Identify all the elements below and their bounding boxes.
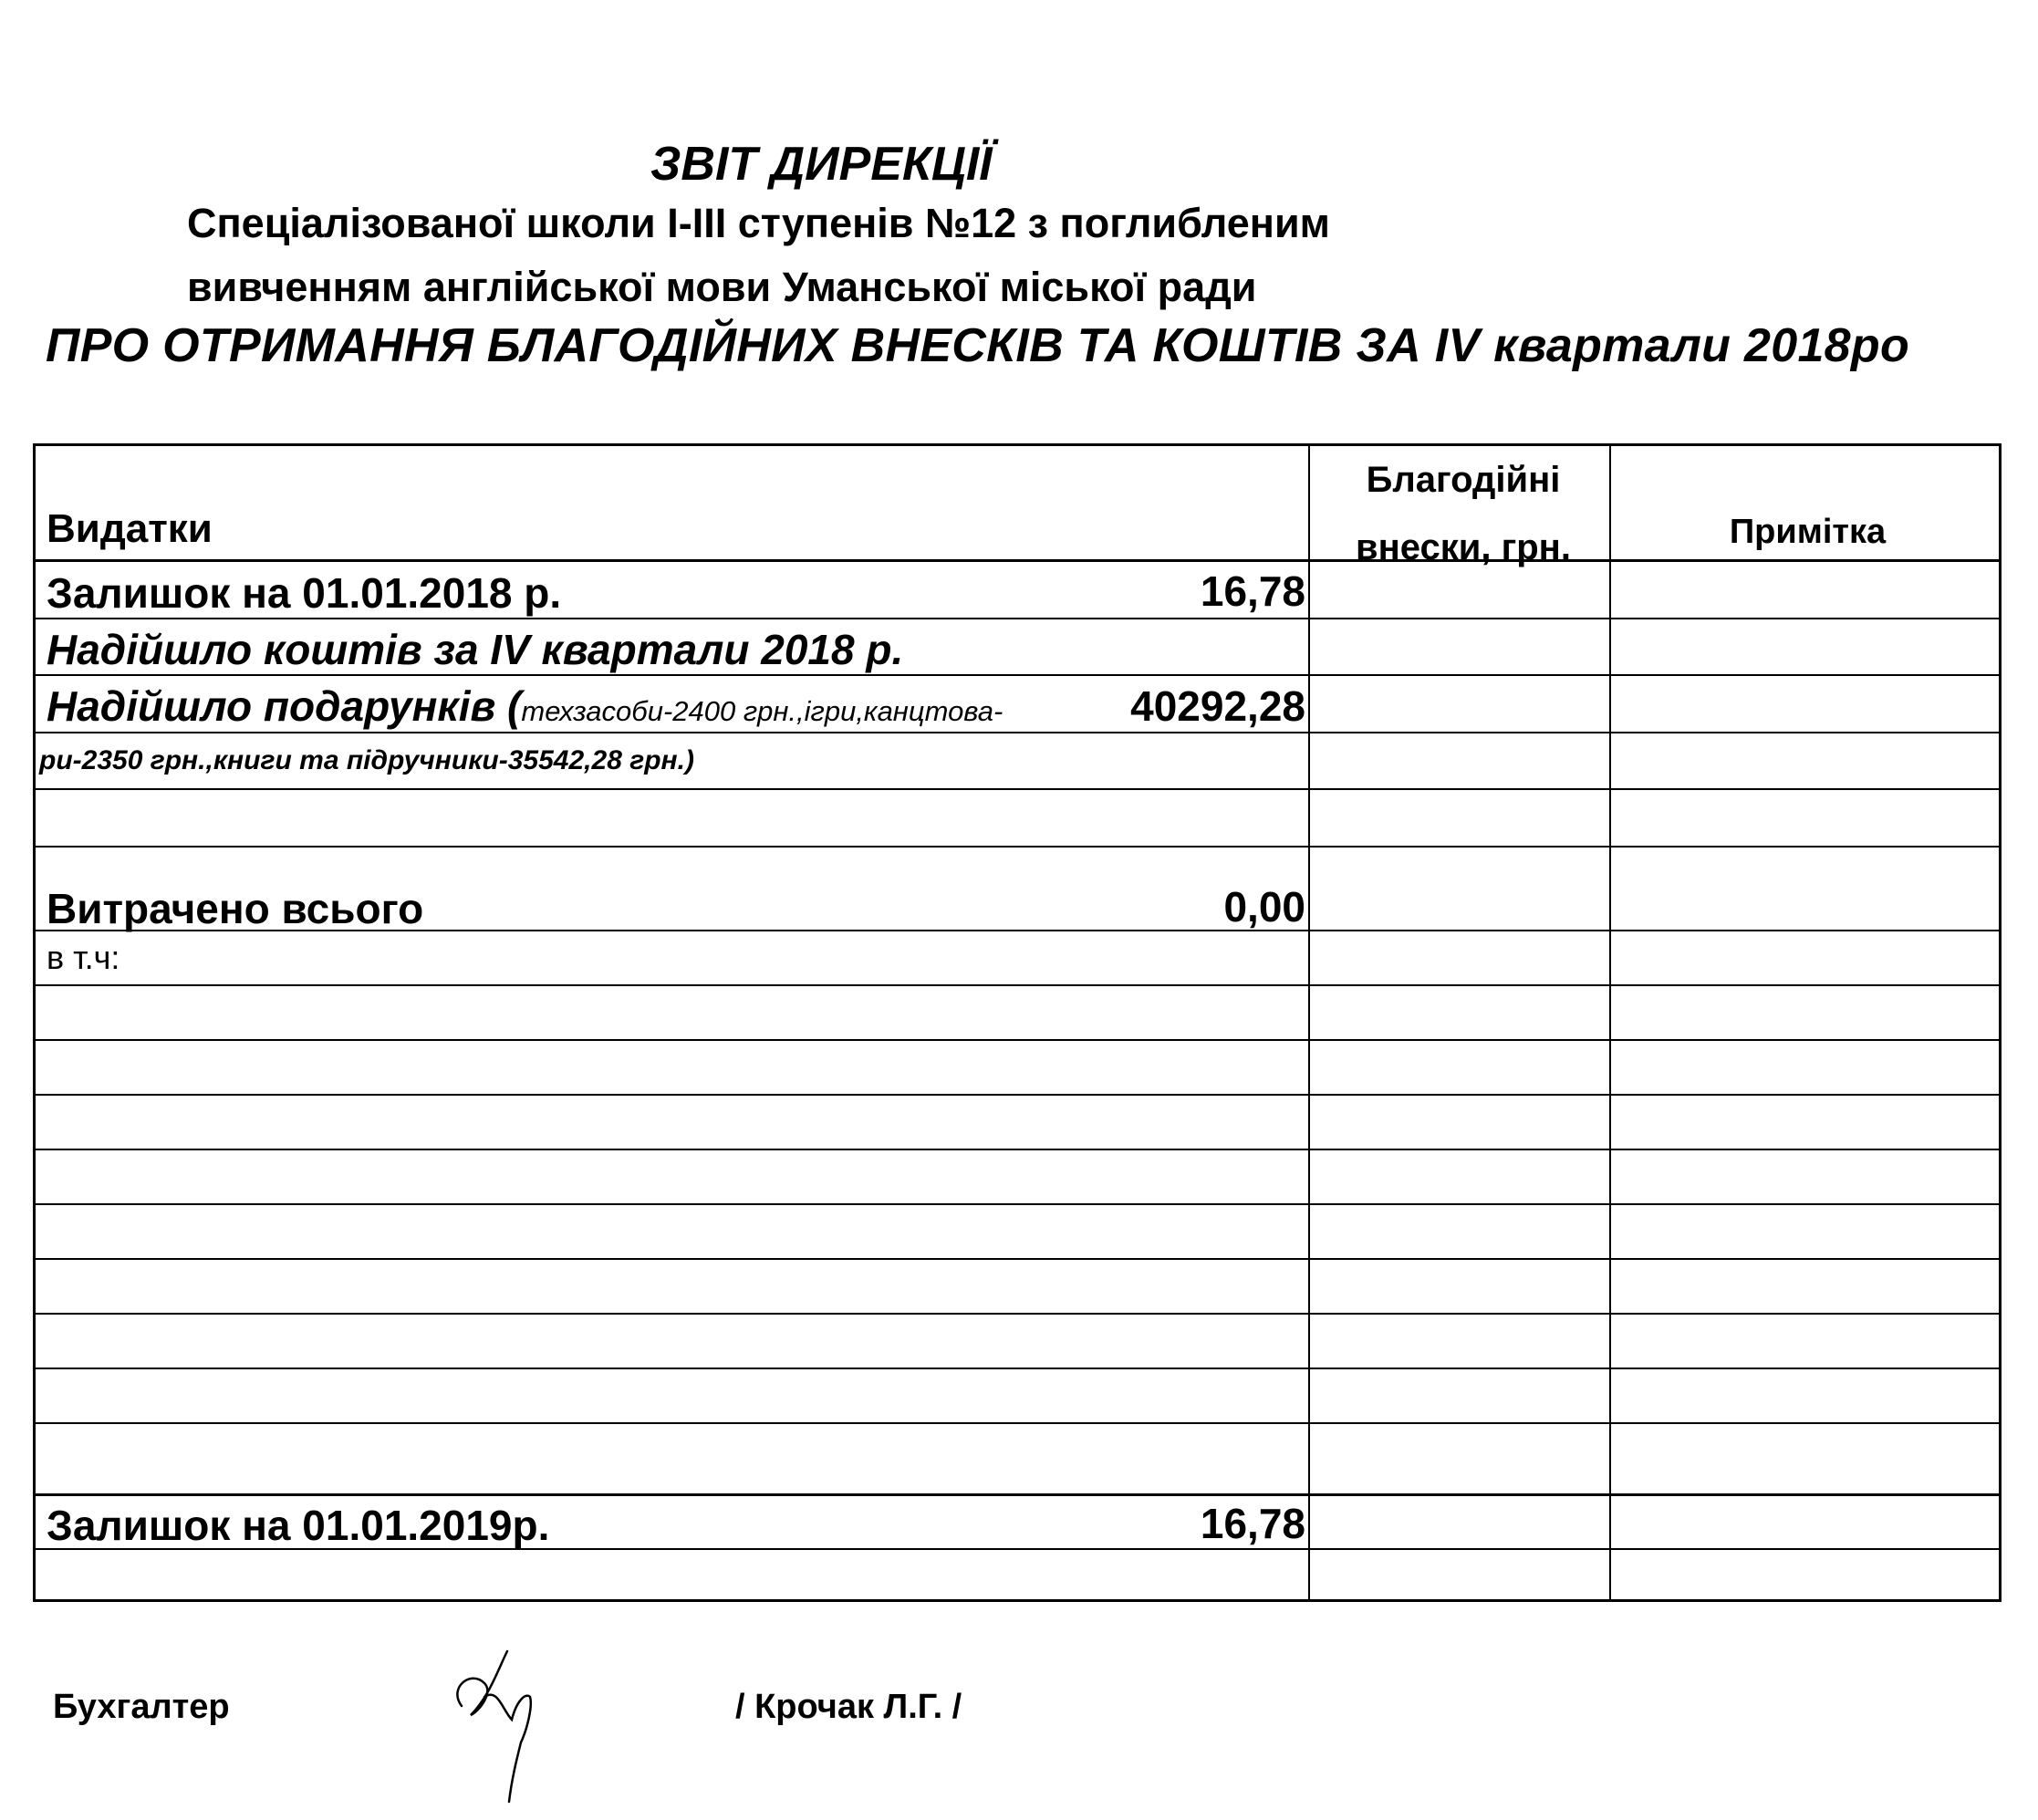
column-header-donations: Благодійні внески, грн. bbox=[1356, 460, 1571, 567]
table-row bbox=[36, 1422, 1999, 1424]
report-subject: ПРО ОТРИМАННЯ БЛАГОДІЙНИХ ВНЕСКІВ ТА КОШТІВ ЗА ІV квартали 2018ро bbox=[46, 319, 1910, 372]
including-label: в т.ч: bbox=[47, 939, 120, 976]
table-row bbox=[36, 1368, 1999, 1369]
report-title: ЗВІТ ДИРЕКЦІЇ bbox=[650, 138, 993, 191]
table-row bbox=[36, 559, 1999, 562]
accountant-label: Бухгалтер bbox=[53, 1688, 230, 1726]
report-table bbox=[33, 443, 2002, 1602]
table-row bbox=[36, 732, 1999, 733]
spent-total-value: 0,00 bbox=[1223, 883, 1305, 931]
school-name-line-2: вивченням англійської мови Уманської міської ради bbox=[187, 264, 1257, 310]
received-gifts-continuation: ри-2350 грн.,книги та підручники-35542,28 грн.) bbox=[39, 745, 694, 775]
table-row bbox=[36, 846, 1999, 848]
balance-start-value: 16,78 bbox=[1200, 567, 1305, 615]
received-gifts-label bbox=[47, 681, 1003, 731]
received-gifts-value: 40292,28 bbox=[1130, 682, 1305, 730]
column-header-note: Примітка bbox=[1729, 513, 1887, 551]
received-gifts-label-main: Надійшло подарунків ( bbox=[47, 682, 522, 730]
table-row bbox=[36, 1149, 1999, 1150]
table-row bbox=[36, 1258, 1999, 1260]
balance-end-value: 16,78 bbox=[1200, 1500, 1305, 1547]
table-row bbox=[36, 1203, 1999, 1205]
table-row bbox=[36, 618, 1999, 619]
table-row bbox=[36, 1493, 1999, 1496]
balance-start-label: Залишок на 01.01.2018 р. bbox=[47, 569, 562, 617]
table-row bbox=[36, 1094, 1999, 1096]
table-row bbox=[36, 1039, 1999, 1041]
balance-end-label: Залишок на 01.01.2019р. bbox=[47, 1502, 550, 1549]
school-name-line-1: Спеціалізованої школи І-ІІІ ступенів №12 з поглибленим bbox=[187, 200, 1330, 246]
column-header-expenses: Видатки bbox=[47, 506, 213, 551]
table-row bbox=[36, 984, 1999, 986]
received-gifts-detail: техзасоби-2400 грн.,ігри,канцтова- bbox=[521, 695, 1003, 727]
table-row bbox=[36, 1313, 1999, 1315]
table-row bbox=[36, 788, 1999, 790]
table-row bbox=[36, 674, 1999, 676]
received-funds-label: Надійшло коштів за ІV квартали 2018 р. bbox=[47, 626, 904, 673]
accountant-name: / Крочак Л.Г. / bbox=[735, 1688, 962, 1726]
signature-image bbox=[443, 1642, 571, 1806]
spent-total-label: Витрачено всього bbox=[47, 885, 424, 932]
